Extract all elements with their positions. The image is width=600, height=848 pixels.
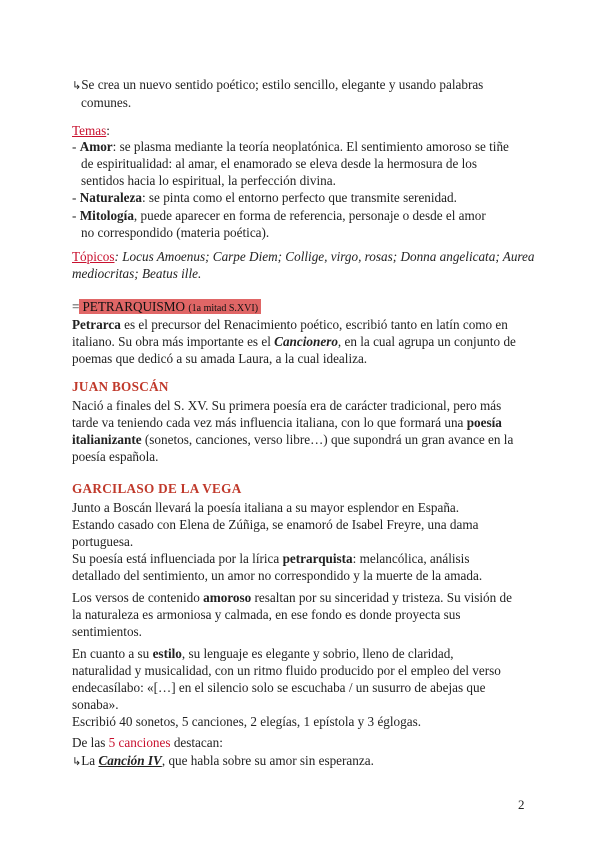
petrarquismo-heading [72,298,261,318]
garcilaso-p2-text-a: Los versos de contenido [72,590,204,605]
garcilaso-p3-text-c: , su lenguaje es elegante y sobrio, lleno de claridad, [181,646,454,661]
boscan-line-1: Nació a finales del S. XV. Su primera poesía era de carácter tradicional, pero más [72,398,502,413]
garcilaso-p3-text-a: En cuanto a su [72,646,153,661]
term-cancionero: Cancionero [274,334,338,349]
garcilaso-p5-text-c: , que habla sobre su amor sin esperanza. [161,753,374,768]
bullet-dash: - [72,139,80,154]
garcilaso-text-4c: : melancólica, análisis [352,551,470,566]
garcilaso-text-4a: Su poesía está influenciada por la lírica [72,551,283,566]
temas-amor-line-3: sentidos hacia lo espiritual, la perfección divina. [81,173,336,188]
petrarquismo-subtitle: (1a mitad S.XVI) [188,303,259,314]
petrarquismo-text-2a: italiano. Su obra más importante es el [72,334,275,349]
temas-amor-line-1 [72,138,509,156]
equals-sign: = [72,299,80,314]
garcilaso-p2-text-c: resaltan por su sinceridad y tristeza. Su visión de [251,590,512,605]
petrarquismo-text-1: es el precursor del Renacimiento poético, escribió tanto en latín como en [120,317,508,332]
boscan-text-2a: tarde va teniendo cada vez más influencia italiana, con lo que formará una [72,415,467,430]
term-mitologia: Mitología [79,208,134,223]
bullet-dash: - [72,190,80,205]
intro-line-1 [72,76,483,95]
term-naturaleza: Naturaleza [79,190,142,205]
topicos-text-1: : Locus Amoenus; Carpe Diem; Collige, virgo, rosas; Donna angelicata; Aurea [114,249,535,264]
term-amor: Amor [79,139,113,154]
petrarquismo-line-2 [72,333,516,351]
temas-label: Temas [72,123,107,138]
term-poesia: poesía [466,415,502,430]
bullet-dash: - [72,208,80,223]
garcilaso-heading: GARCILASO DE LA VEGA [72,481,242,496]
petrarquismo-line-3: poemas que dedicó a su amada Laura, a la cual idealiza. [72,351,368,366]
garcilaso-p4-line [72,734,223,752]
garcilaso-p2-line-2: la naturaleza es armoniosa y calmada, en ese fondo es donde proyecta sus [72,607,461,622]
garcilaso-p3-line-3: endecasílabo: «[…] en el silencio solo se escuchaba / un susurro de abejas que [72,680,486,695]
garcilaso-p1-line-2: Estando casado con Elena de Zúñiga, se enamoró de Isabel Freyre, una dama [72,517,479,532]
temas-colon: : [106,123,110,138]
garcilaso-p3-line-4: sonaba». [72,697,119,712]
cinco-canciones: 5 canciones [108,735,171,750]
garcilaso-p3-line-1 [72,645,454,663]
term-petrarquista: petrarquista [282,551,353,566]
term-cancion-iv: Canción IV [98,753,162,768]
amor-text-1: : se plasma mediante la teoría neoplatónica. El sentimiento amoroso se tiñe [112,139,509,154]
boscan-line-3 [72,431,513,449]
temas-mitologia-line-2: no correspondido (materia poética). [81,225,270,240]
page-number: 2 [518,797,525,812]
term-amoroso: amoroso [203,590,252,605]
petrarquismo-text-2c: , en la cual agrupa un conjunto de [337,334,516,349]
temas-naturaleza-line [72,189,457,207]
boscan-heading: JUAN BOSCÁN [72,379,169,394]
petrarquismo-highlight [79,299,261,314]
boscan-text-3b: (sonetos, canciones, verso libre…) que supondrá un gran avance en la [141,432,514,447]
term-petrarca: Petrarca [72,317,121,332]
garcilaso-p1-line-3: portuguesa. [72,534,134,549]
topicos-line-2: mediocritas; Beatus ille. [72,266,202,281]
garcilaso-p2-line-3: sentimientos. [72,624,142,639]
petrarquismo-title: PETRARQUISMO [82,299,186,314]
arrow-icon: ↳ [72,755,82,768]
naturaleza-text: : se pinta como el entorno perfecto que transmite serenidad. [141,190,457,205]
garcilaso-p3-line-2: naturalidad y musicalidad, con un ritmo fluido producido por el empleo del verso [72,663,501,678]
arrow-icon: ↳ [72,79,82,92]
temas-amor-line-2: de espiritualidad: al amar, el enamorado se eleva desde la hermosura de los [81,156,478,171]
topicos-label: Tópicos [72,249,115,264]
mitologia-text-1: , puede aparecer en forma de referencia, personaje o desde el amor [133,208,486,223]
garcilaso-p1-line-1: Junto a Boscán llevará la poesía italiana a su mayor esplendor en España. [72,500,460,515]
garcilaso-p5-text-a: La [81,753,99,768]
garcilaso-p2-line-1 [72,589,512,607]
garcilaso-p1-line-4 [72,550,469,568]
garcilaso-p5-line [72,752,374,771]
term-italianizante: italianizante [72,432,142,447]
intro-text-1: Se crea un nuevo sentido poético; estilo sencillo, elegante y usando palabras [81,77,484,92]
garcilaso-p3-line-5: Escribió 40 sonetos, 5 canciones, 2 elegías, 1 epístola y 3 églogas. [72,714,422,729]
topicos-line-1 [72,248,535,266]
term-estilo: estilo [152,646,182,661]
boscan-line-4: poesía española. [72,449,159,464]
temas-mitologia-line-1 [72,207,486,225]
garcilaso-p4-text-a: De las [72,735,109,750]
garcilaso-p4-text-c: destacan: [170,735,223,750]
garcilaso-p1-line-5: detallado del sentimiento, un amor no correspondido y la muerte de la amada. [72,568,483,583]
petrarquismo-line-1 [72,316,508,334]
boscan-line-2 [72,414,502,432]
intro-line-2: comunes. [81,95,132,110]
